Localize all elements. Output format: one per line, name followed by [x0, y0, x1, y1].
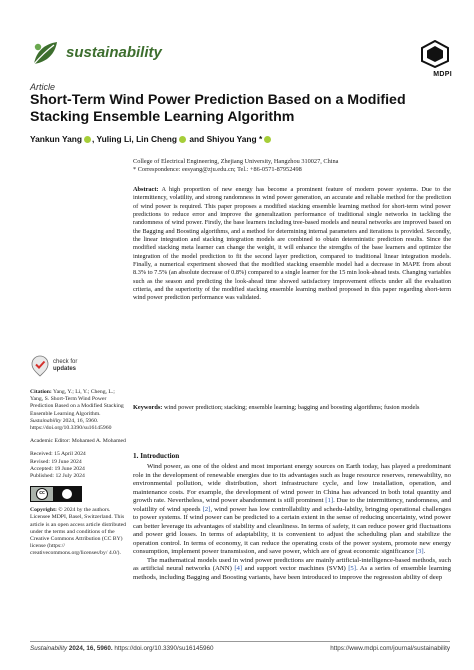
received-date: Received: 15 April 2024 — [30, 451, 86, 458]
article-title: Short-Term Wind Power Prediction Based on a Modified Stacking Ensemble Learning Algorithm — [30, 92, 406, 125]
cc-icon — [31, 487, 53, 501]
citation-link[interactable]: [5] — [348, 565, 357, 572]
published-date: Published: 12 July 2024 — [30, 473, 85, 480]
author-name[interactable]: Shiyou Yang * — [206, 134, 263, 144]
footer-volume: 2024, 16, 5960. — [68, 645, 113, 652]
citation-link[interactable]: [2] — [202, 505, 211, 513]
person-icon — [62, 489, 72, 499]
leaf-icon — [30, 38, 60, 68]
revised-date: Revised: 19 June 2024 — [30, 458, 82, 465]
citation-link[interactable]: [1] — [325, 497, 334, 504]
abstract-text: A high proportion of new energy has become a prominent feature of modern power systems. Due to the intermittency, volatility, and strong randomness in wind power generation, an accurate and reliable method for the prediction of wind power is required. This paper proposes a modified stacking ensemble learning method for short-term wind power predictions to reduce error and improve the generalization performance of traditional single networks in tackling the randomness of wind power. Firstly, the base learners including tree-based models and neural networks are improved based on the Bagging and Boosting algorithms, and a method for determining internal parameters and iterations is provided. Secondly, the linear integration and stacking integration models are combined to obtain deterministic prediction results. Since the modified stacking meta learner can change the weight, it will enhance the strengths of the base learners and optimize the integration of the model prediction to fit the second layer prediction, compared to traditional linear integration models. Finally, a numerical experiment showed that the modified stacking ensemble model had a decrease in MAPE from about 8.3% to 7.5% (an absolute decrease of 0.8%) compared to a single learner for the 15 min look-ahead tests. Changing variables such as the season and predicting the look-ahead time showed satisfactory improvement effects under all the evaluation criteria, and the superiority of the modified stacking ensemble learning method proposed in this paper regarding short-term wind power prediction performance was validated. — [133, 186, 452, 302]
by-icon — [53, 487, 81, 501]
article-type: Article — [30, 82, 56, 92]
keywords-text: wind power prediction; stacking; ensemble learning; bagging and boosting algorithms; fusion models — [163, 404, 420, 411]
author-list — [30, 134, 272, 144]
paragraph-text: The mathematical models used in wind power predictions are mainly artificial-intelligence-based methods, such as artificial neural networks (ANN) — [133, 556, 451, 572]
copyright-text: © 2024 by the authors. Licensee MDPI, Basel, Switzerland. This article is an open access article distributed under the terms and conditions of the Creative Commons Attribution (CC BY) license (https:// creativecommons.org/licenses/by/ 4.0/). — [30, 507, 127, 557]
paragraph-text: , wind power has low controllability and schedu-labilty, bringing operational challenges to power systems. If wind power can be predicted to a certain extent in the sense of reducing uncertainty, wind power can better leverage its advantages of stability and cleanliness. In terms of safety, it can reduce power grid fluctuations and power grid losses. In terms of adaptability, it is convenient to adjust the scheduling plan and stabilize the operation control. In terms of economy, it can reduce the operating costs of the power system, promote new energy consumption, implement power transmission, and save power, which are of great economic significance — [133, 505, 451, 555]
journal-name[interactable]: sustainability — [66, 44, 162, 61]
orcid-icon[interactable] — [264, 136, 271, 143]
check-updates-label — [53, 359, 77, 373]
paragraph-text: Wind power, as one of the oldest and most important energy sources on Earth today, has played a predominant role in the development of renewable energies due to its advantages such as huge resource reserves, renewability, no environmental pollution, wide distribution, short infrastructure cycle, and low installation, operation, and maintenance costs. For example, the development of wind power in China has advanced in both total quantity and growth rate. Nevertheless, wind power abandonment is still prominent — [133, 463, 451, 504]
abstract — [133, 186, 451, 303]
footer-citation — [30, 645, 213, 652]
cc-by-license-icon[interactable] — [30, 486, 82, 502]
author-separator: , — [91, 134, 97, 144]
cc-label: cc — [36, 488, 48, 500]
author-separator: and — [187, 134, 207, 144]
academic-editor: Academic Editor: Mohamed A. Mohamed — [30, 438, 126, 445]
author-separator: , — [131, 134, 137, 144]
publisher-name: MDPI — [433, 71, 452, 78]
paragraph — [133, 463, 451, 557]
citation-doi[interactable]: 2024, 16, 5960. https://doi.org/10.3390/su16145960 — [30, 417, 112, 432]
section-heading: 1. Introduction — [133, 452, 180, 460]
footer-divider — [30, 641, 450, 642]
paragraph-text: . Due to the intermittency, randomness, and volatility of wind speeds — [133, 497, 451, 513]
copyright-label: Copyright: — [30, 507, 57, 514]
affiliation: College of Electrical Engineering, Zhejiang University, Hangzhou 310027, China — [133, 158, 339, 165]
footer-site-link[interactable]: https://www.mdpi.com/journal/sustainability — [330, 645, 450, 652]
citation-block — [30, 389, 126, 432]
footer-doi[interactable]: https://doi.org/10.3390/su16145960 — [114, 645, 214, 652]
correspondence: * Correspondence: eesyang@zju.edu.cn; Tel.: +86-0571-87952498 — [133, 166, 302, 174]
paragraph — [133, 557, 451, 583]
paragraph-text: . — [423, 548, 426, 555]
citation-label: Citation: — [30, 389, 52, 395]
citation-journal: Sustainability — [30, 417, 62, 424]
page-footer — [30, 645, 450, 652]
dates-block — [30, 451, 126, 480]
paragraph-text: . As a series of ensemble learning methods, including Bagging and Boosting variants, have been introduced to improve the regression ability of deep — [133, 565, 451, 581]
orcid-icon[interactable] — [84, 136, 91, 143]
editor-block — [30, 438, 126, 445]
accepted-date: Accepted: 19 June 2024 — [30, 465, 85, 472]
author-name[interactable]: Yuling Li — [96, 134, 132, 144]
citation-link[interactable]: [3] — [415, 548, 424, 555]
journal-header — [30, 38, 452, 78]
citation-link[interactable]: [4] — [234, 565, 243, 572]
side-column — [30, 355, 126, 564]
author-name[interactable]: Yankun Yang — [30, 134, 82, 144]
updates-line: updates — [53, 366, 77, 372]
keywords-label: Keywords: — [133, 404, 163, 411]
author-name[interactable]: Lin Cheng — [136, 134, 178, 144]
footer-journal: Sustainability — [30, 645, 68, 652]
keywords — [133, 404, 451, 412]
abstract-label: Abstract: — [133, 186, 159, 193]
check-updates-icon — [30, 355, 50, 377]
updates-line: check for — [53, 359, 78, 365]
paragraph-text: and support vector machines (SVM) — [242, 565, 349, 572]
check-for-updates-button[interactable] — [30, 355, 126, 381]
affiliation-block — [133, 158, 453, 175]
introduction-body — [133, 463, 451, 582]
orcid-icon[interactable] — [179, 136, 186, 143]
citation-text: Yang, Y.; Li, Y.; Cheng, L.; Yang, S. Short-Term Wind Power Prediction Based on a Modified Stacking Ensemble Learning Algorithm. — [30, 389, 124, 417]
copyright-block — [30, 507, 126, 557]
mdpi-logo-icon[interactable] — [420, 40, 450, 68]
